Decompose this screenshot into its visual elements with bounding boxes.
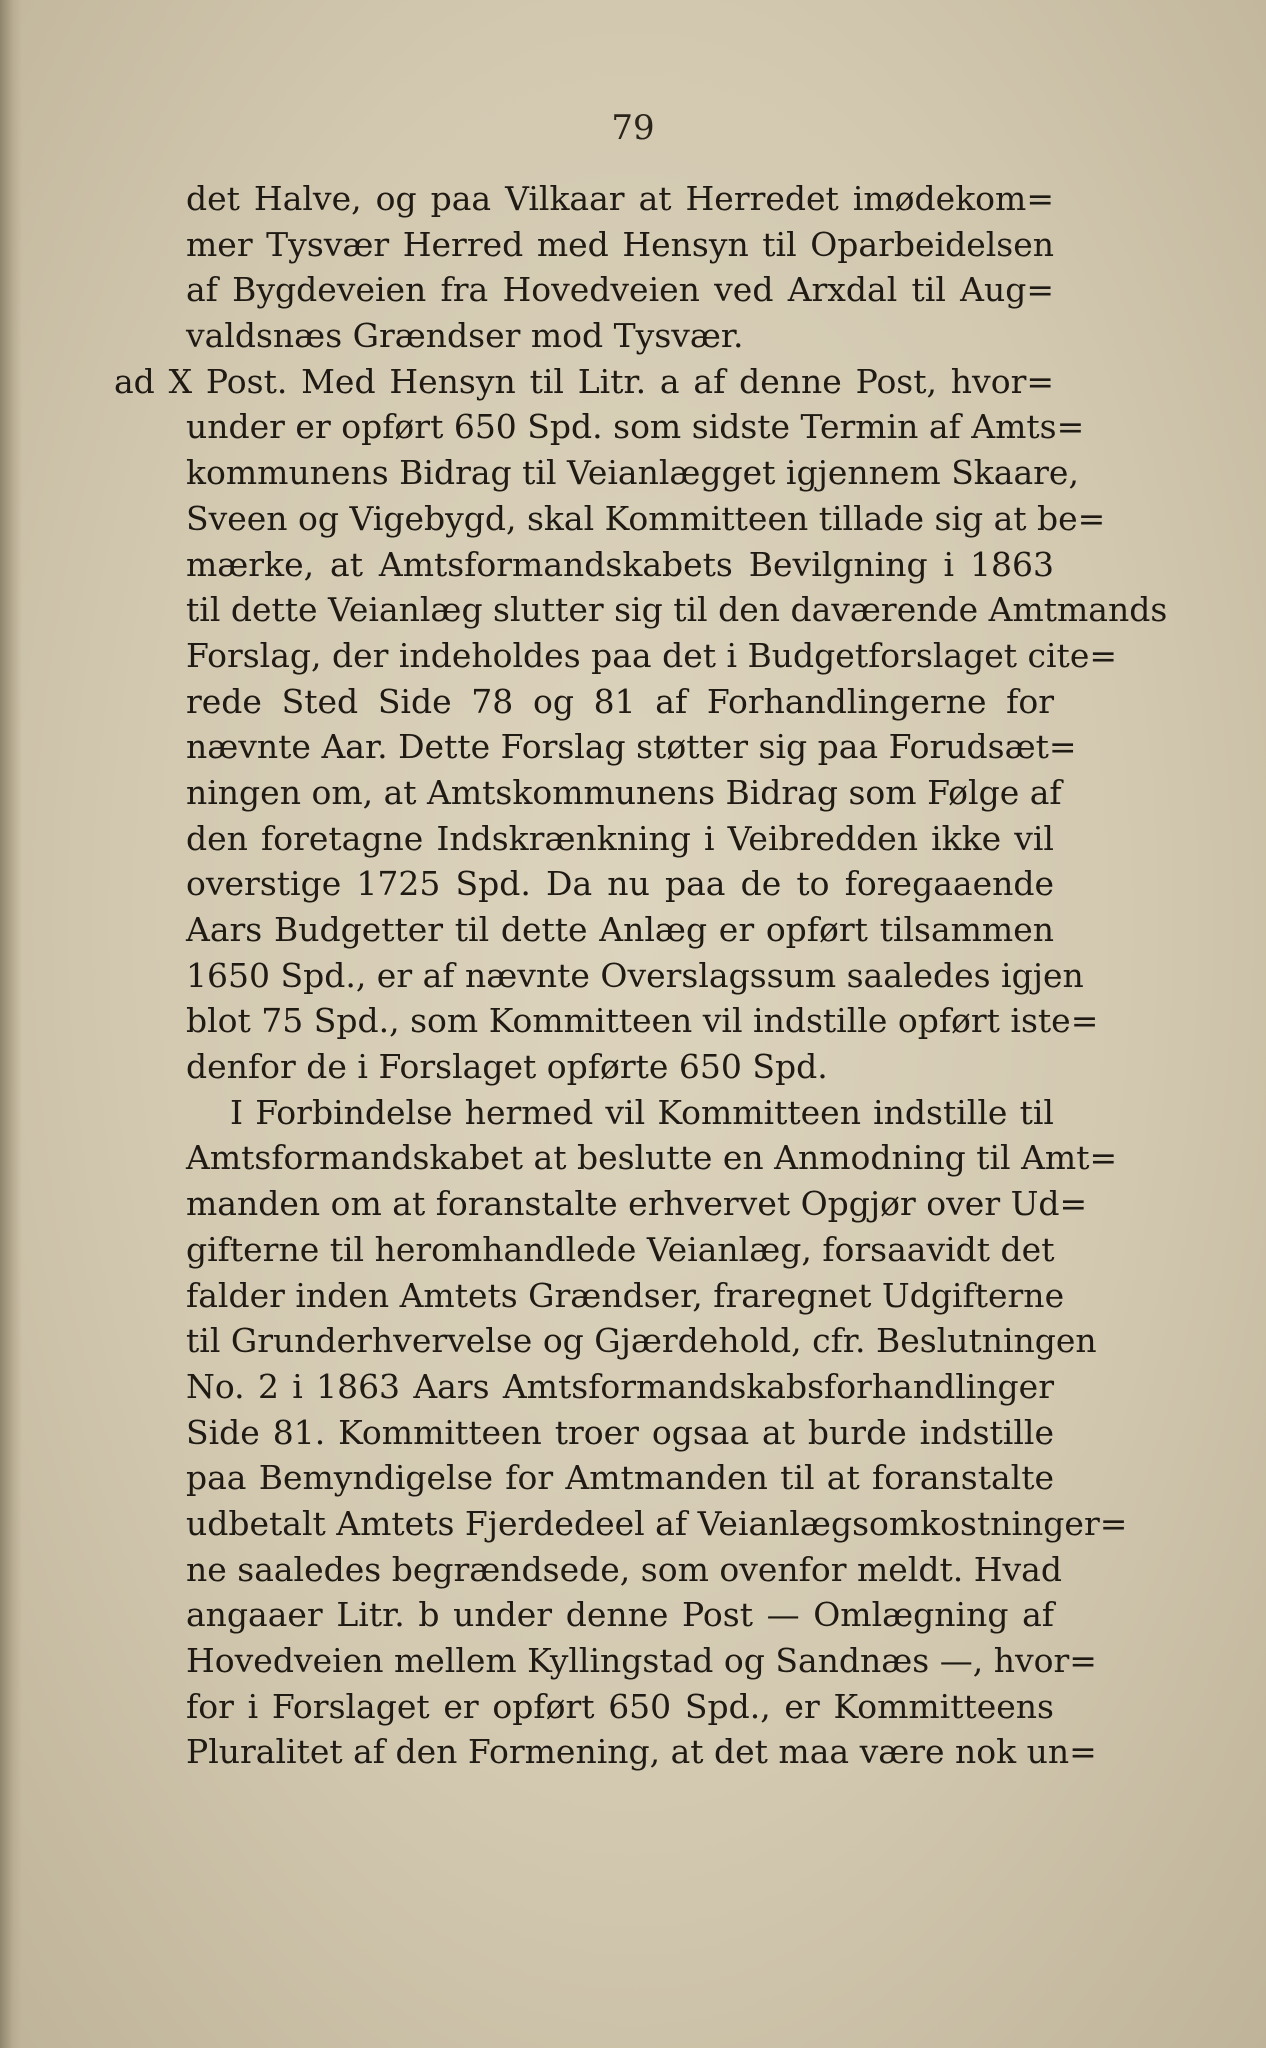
page-number: 79: [611, 108, 655, 148]
body-text: [114, 176, 1168, 1775]
paragraph-first-line: I Forbindelse hermed vil Kommitteen indstille til: [230, 1092, 1054, 1132]
text-line: rede Sted Side 78 og 81 af Forhandlingerne for: [186, 681, 1054, 721]
text-line: til Grunderhvervelse og Gjærdehold, cfr. Beslutningen: [186, 1321, 1097, 1361]
text-line: ningen om, at Amtskommunens Bidrag som Følge af: [186, 772, 1062, 812]
text-line: Side 81. Kommitteen troer ogsaa at burde indstille: [186, 1412, 1054, 1452]
text-line: mærke, at Amtsformandskabets Bevilgning i 1863: [186, 544, 1054, 584]
text-line: nævnte Aar. Dette Forslag støtter sig paa Forudsæt=: [186, 727, 1077, 767]
text-line: overstige 1725 Spd. Da nu paa de to foregaaende: [186, 864, 1054, 904]
text-line: Forslag, der indeholdes paa det i Budgetforslaget cite=: [186, 635, 1117, 675]
text-line: Sveen og Vigebygd, skal Kommitteen tillade sig at be=: [186, 498, 1106, 538]
text-line: valdsnæs Grændser mod Tysvær.: [186, 316, 744, 356]
text-line: falder inden Amtets Grændser, fraregnet Udgifterne: [186, 1275, 1065, 1315]
text-line: blot 75 Spd., som Kommitteen vil indstille opført iste=: [186, 1001, 1099, 1041]
text-line: 1650 Spd., er af nævnte Overslagssum saaledes igjen: [186, 955, 1084, 995]
text-line: det Halve, og paa Vilkaar at Herredet imødekom=: [186, 179, 1054, 218]
binding-gutter-shadow: [0, 0, 22, 2048]
text-line: manden om at foranstalte erhvervet Opgjør over Ud=: [186, 1184, 1088, 1224]
text-line: angaaer Litr. b under denne Post — Omlægning af: [186, 1595, 1054, 1635]
text-line: mer Tysvær Herred med Hensyn til Oparbeidelsen: [186, 224, 1054, 264]
text-line: paa Bemyndigelse for Amtmanden til at foranstalte: [186, 1458, 1054, 1498]
section-heading-line: ad X Post. Med Hensyn til Litr. a af denne Post, hvor=: [114, 361, 1054, 401]
text-line: Pluralitet af den Formening, at det maa være nok un=: [186, 1732, 1097, 1772]
text-line: den foretagne Indskrænkning i Veibredden ikke vil: [186, 818, 1054, 858]
text-line: denfor de i Forslaget opførte 650 Spd.: [186, 1047, 828, 1087]
text-line: under er opført 650 Spd. som sidste Termin af Amts=: [186, 407, 1085, 447]
text-line: udbetalt Amtets Fjerdedeel af Veianlægsomkostninger=: [186, 1503, 1128, 1543]
text-line: Hovedveien mellem Kyllingstad og Sandnæs —, hvor=: [186, 1641, 1097, 1680]
text-line: gifterne til heromhandlede Veianlæg, forsaavidt det: [186, 1229, 1055, 1269]
text-line: Aars Budgetter til dette Anlæg er opført tilsammen: [186, 910, 1054, 949]
text-line: No. 2 i 1863 Aars Amtsformandskabsforhandlinger: [186, 1366, 1054, 1406]
text-line: Amtsformandskabet at beslutte en Anmodning til Amt=: [186, 1138, 1118, 1178]
text-line: ne saaledes begrændsede, som ovenfor meldt. Hvad: [186, 1549, 1062, 1589]
text-line: af Bygdeveien fra Hovedveien ved Arxdal til Aug=: [186, 270, 1054, 310]
text-line: for i Forslaget er opført 650 Spd., er Kommitteens: [186, 1686, 1054, 1726]
text-line: til dette Veianlæg slutter sig til den daværende Amtmands: [186, 590, 1168, 630]
text-line: kommunens Bidrag til Veianlægget igjennem Skaare,: [186, 453, 1079, 493]
